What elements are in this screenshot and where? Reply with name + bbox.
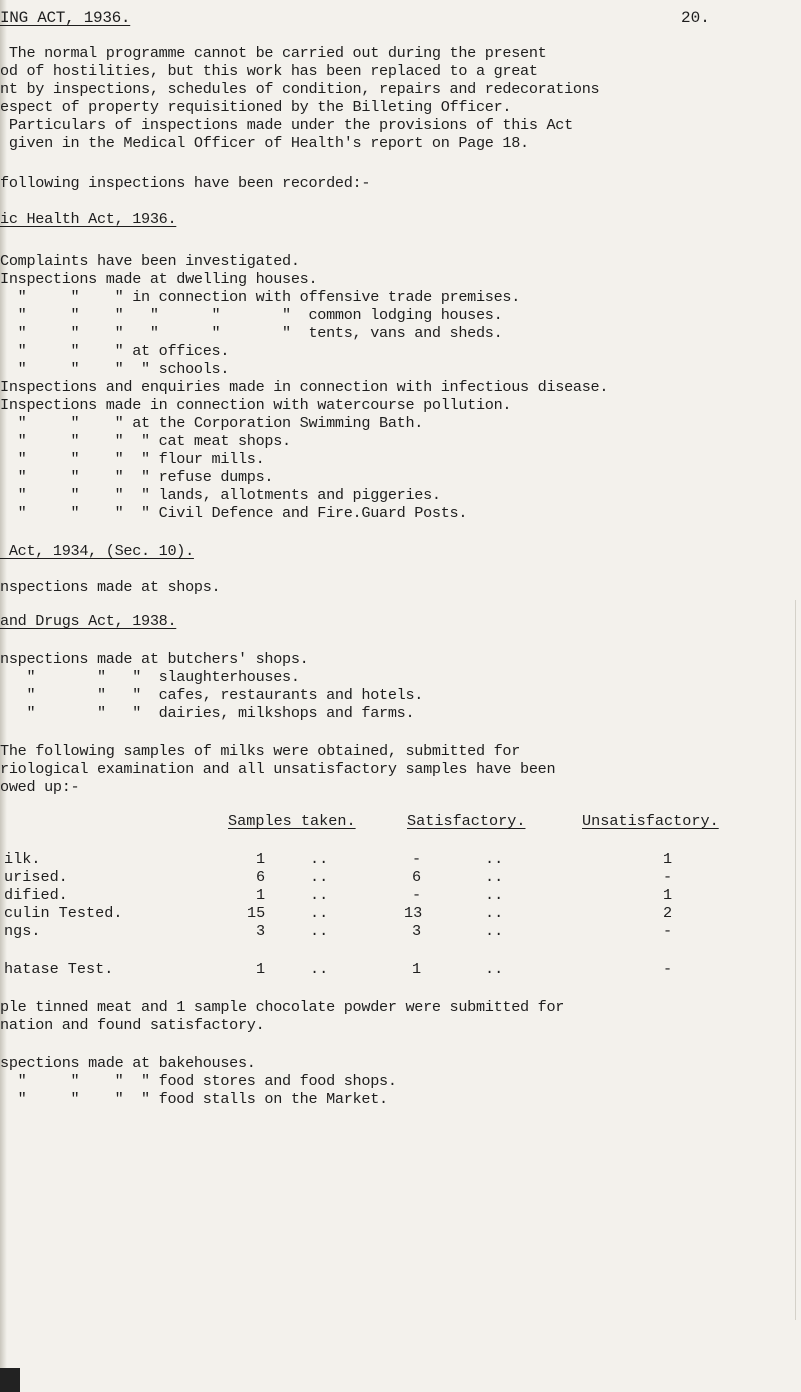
row-label: dified.	[4, 886, 68, 904]
cell-unsatisfactory: 1	[663, 886, 673, 904]
cell-unsatisfactory: -	[663, 868, 673, 886]
ph-line: Inspections and enquiries made in connection with infectious disease.	[0, 378, 609, 396]
samples-para-line: The following samples of milks were obtained, submitted for	[0, 742, 521, 760]
row-label: ilk.	[4, 850, 41, 868]
fd-line: " " " slaughterhouses.	[0, 668, 300, 686]
cell-taken: 3	[256, 922, 266, 940]
cell-satisfactory: -	[412, 850, 422, 868]
ph-line: Inspections made at dwelling houses.	[0, 270, 318, 288]
bakehouse-line: " " " " food stalls on the Market.	[0, 1090, 388, 1108]
cell-taken: 1	[256, 960, 266, 978]
heading-act-1934: Act, 1934, (Sec. 10).	[0, 542, 194, 560]
cell-dots: ..	[485, 850, 504, 868]
fd-line: " " " cafes, restaurants and hotels.	[0, 686, 424, 704]
tinned-meat-line: nation and found satisfactory.	[0, 1016, 265, 1034]
cell-taken: 1	[256, 850, 266, 868]
cell-taken: 1	[256, 886, 266, 904]
cell-dots: ..	[485, 868, 504, 886]
cell-dots: ..	[485, 922, 504, 940]
cell-satisfactory: 6	[412, 868, 422, 886]
bakehouse-line: " " " " food stores and food shops.	[0, 1072, 397, 1090]
cell-dots: ..	[310, 868, 329, 886]
cell-unsatisfactory: 2	[663, 904, 673, 922]
cell-satisfactory: 13	[404, 904, 423, 922]
ink-blot	[0, 1368, 20, 1392]
cell-unsatisfactory: 1	[663, 850, 673, 868]
cell-satisfactory: 3	[412, 922, 422, 940]
row-label: ngs.	[4, 922, 41, 940]
ph-line: " " " " flour mills.	[0, 450, 265, 468]
samples-para-line: owed up:-	[0, 778, 80, 796]
tinned-meat-line: ple tinned meat and 1 sample chocolate powder were submitted for	[0, 998, 565, 1016]
ph-line: Complaints have been investigated.	[0, 252, 300, 270]
heading-food-drugs-act: and Drugs Act, 1938.	[0, 612, 177, 630]
ph-line: " " " " " " tents, vans and sheds.	[0, 324, 503, 342]
page-fold-line	[795, 600, 796, 1320]
cell-dots: ..	[310, 922, 329, 940]
col-header-unsatisfactory: Unsatisfactory.	[582, 812, 719, 830]
cell-unsatisfactory: -	[663, 922, 673, 940]
running-header: ING ACT, 1936.	[0, 9, 131, 27]
ph-line: " " " " lands, allotments and piggeries.	[0, 486, 441, 504]
intro-line: following inspections have been recorded:-	[0, 174, 371, 192]
heading-public-health-act: ic Health Act, 1936.	[0, 210, 177, 228]
col-header-samples-taken: Samples taken.	[228, 812, 356, 830]
ph-line: Inspections made in connection with watercourse pollution.	[0, 396, 512, 414]
col-header-satisfactory: Satisfactory.	[407, 812, 526, 830]
para1-line4: espect of property requisitioned by the Billeting Officer.	[0, 98, 512, 116]
row-label: culin Tested.	[4, 904, 123, 922]
para1-line1: The normal programme cannot be carried out during the present	[0, 44, 547, 62]
para1-line3: nt by inspections, schedules of condition, repairs and redecorations	[0, 80, 600, 98]
ph-line: " " " at offices.	[0, 342, 230, 360]
cell-satisfactory: -	[412, 886, 422, 904]
fd-line: nspections made at butchers' shops.	[0, 650, 309, 668]
ph-line: " " " " cat meat shops.	[0, 432, 291, 450]
cell-dots: ..	[485, 960, 504, 978]
cell-dots: ..	[485, 904, 504, 922]
para1-line6: given in the Medical Officer of Health's report on Page 18.	[0, 134, 529, 152]
page-number: 20.	[681, 9, 710, 27]
cell-dots: ..	[310, 850, 329, 868]
cell-dots: ..	[310, 886, 329, 904]
cell-dots: ..	[485, 886, 504, 904]
act-1934-line: nspections made at shops.	[0, 578, 221, 596]
row-label: urised.	[4, 868, 68, 886]
ph-line: " " " at the Corporation Swimming Bath.	[0, 414, 424, 432]
para1-line2: od of hostilities, but this work has been replaced to a great	[0, 62, 538, 80]
cell-dots: ..	[310, 904, 329, 922]
cell-unsatisfactory: -	[663, 960, 673, 978]
row-label: hatase Test.	[4, 960, 114, 978]
cell-dots: ..	[310, 960, 329, 978]
ph-line: " " " " schools.	[0, 360, 230, 378]
ph-line: " " " " Civil Defence and Fire.Guard Posts.	[0, 504, 468, 522]
samples-para-line: riological examination and all unsatisfactory samples have been	[0, 760, 556, 778]
para1-line5: Particulars of inspections made under the provisions of this Act	[0, 116, 573, 134]
cell-taken: 15	[247, 904, 266, 922]
ph-line: " " " " " " common lodging houses.	[0, 306, 503, 324]
fd-line: " " " dairies, milkshops and farms.	[0, 704, 415, 722]
ph-line: " " " in connection with offensive trade premises.	[0, 288, 521, 306]
cell-taken: 6	[256, 868, 266, 886]
ph-line: " " " " refuse dumps.	[0, 468, 274, 486]
bakehouse-line: spections made at bakehouses.	[0, 1054, 256, 1072]
cell-satisfactory: 1	[412, 960, 422, 978]
